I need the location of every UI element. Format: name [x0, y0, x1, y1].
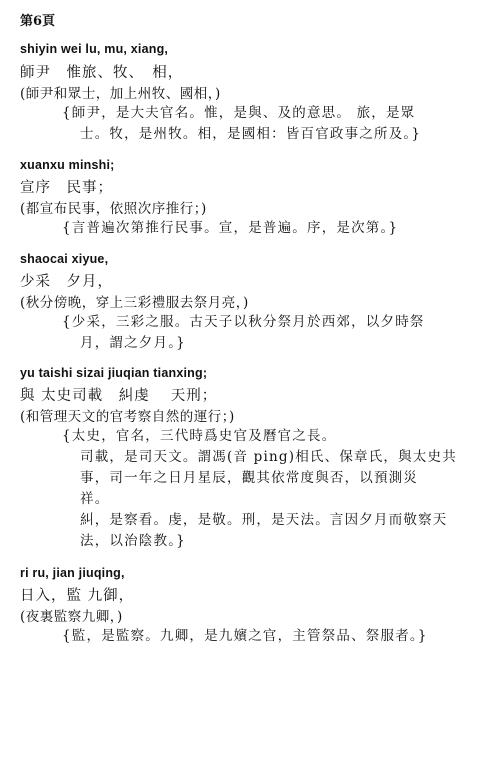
- page-header: 第6頁: [20, 14, 56, 29]
- pinyin-line: xuanxu minshi;: [20, 158, 115, 172]
- classical-text: 師尹 惟旅、牧、 相，: [20, 65, 184, 81]
- translation: (師尹和眾士，加上州牧、國相，): [20, 86, 221, 102]
- note-line: 事，司一年之日月星辰，觀其依常度與否，以預測災: [80, 470, 419, 486]
- classical-text: 宣序 民事；: [20, 180, 113, 196]
- note-line: {言普遍次第推行民事。宣，是普遍。序，是次第。}: [62, 220, 399, 236]
- translation: (和管理天文的官考察自然的運行；): [20, 409, 235, 425]
- pinyin-line: shiyin wei lu, mu, xiang,: [20, 42, 169, 56]
- classical-text: 少采 夕月，: [20, 274, 113, 290]
- note-line: {太史，官名，三代時爲史官及曆官之長。: [62, 428, 337, 444]
- note-line: 士。牧，是州牧。相，是國相：皆百官政事之所及。}: [80, 126, 422, 142]
- translation: (都宣布民事，依照次序推行；): [20, 201, 207, 217]
- note-line: 祥。: [80, 491, 110, 507]
- note-line: 司載，是司天文。謂馮(音 ping)相氏、保章氏，與太史共: [80, 449, 457, 465]
- note-line: 月，謂之夕月。}: [80, 335, 186, 351]
- pinyin-line: shaocai xiyue,: [20, 252, 109, 266]
- translation: (秋分傍晚，穿上三彩禮服去祭月亮，): [20, 295, 249, 311]
- pinyin-line: ri ru, jian jiuqing,: [20, 566, 125, 580]
- note-line: {師尹，是大夫官名。惟，是與、及的意思。 旅，是眾: [62, 105, 416, 121]
- note-line: {少采，三彩之服。古天子以秋分祭月於西郊，以夕時祭: [62, 314, 425, 330]
- translation: (夜裏監察九卿，): [20, 609, 123, 625]
- note-line: 糾，是察看。虔，是敬。刑，是天法。言因夕月而敬察天: [80, 512, 448, 528]
- classical-text: 日入，監 九御，: [20, 588, 135, 604]
- pinyin-line: yu taishi sizai jiuqian tianxing;: [20, 366, 208, 380]
- note-line: 法，以治陰教。}: [80, 533, 186, 549]
- note-line: {監，是監察。九卿，是九嬪之官，主管祭品、祭服者。}: [62, 628, 428, 644]
- classical-text: 與 太史司載 糾虔 天刑；: [20, 388, 218, 404]
